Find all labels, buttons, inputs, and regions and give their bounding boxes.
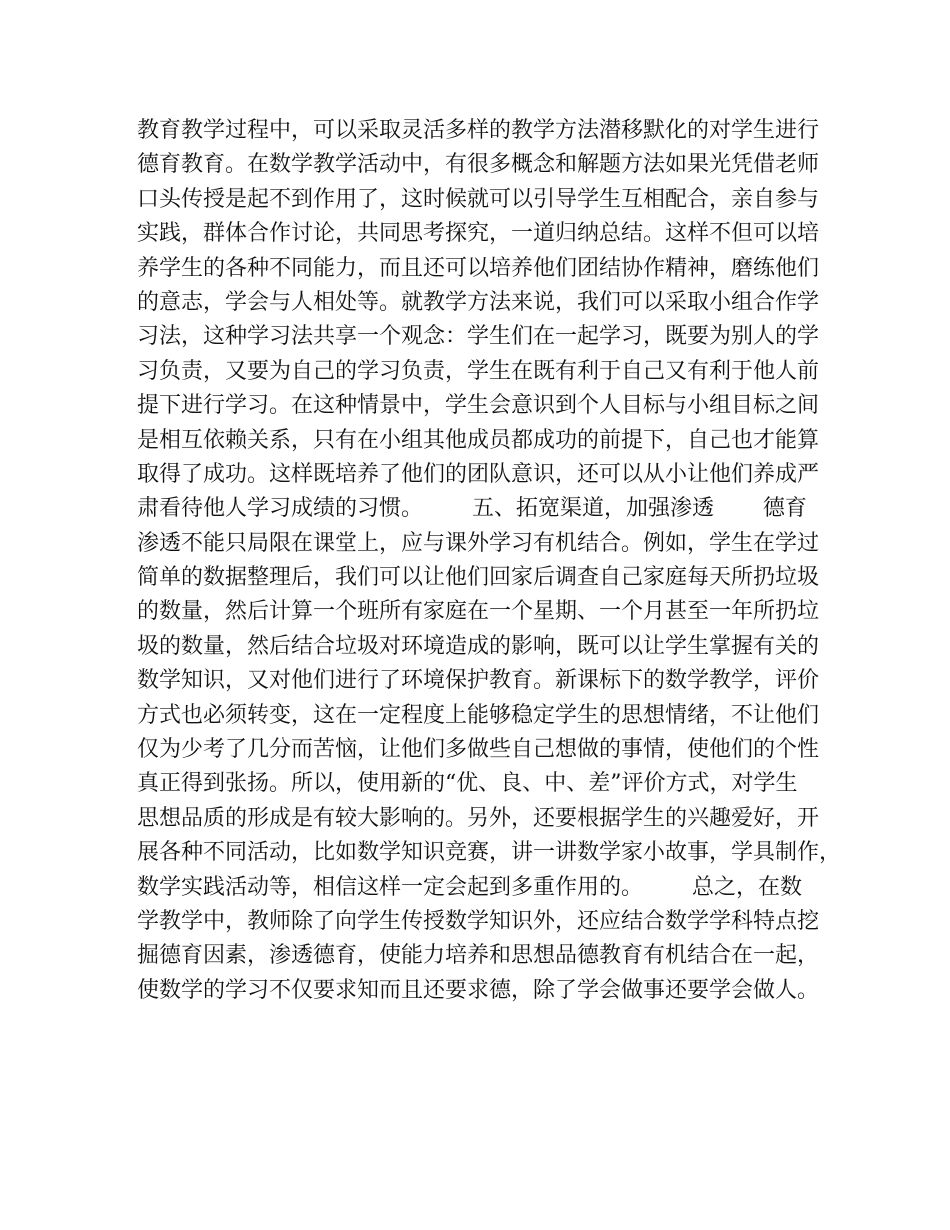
text-line: 展各种不同活动，比如数学知识竞赛，讲一讲数学家小故事，学具制作， [137,840,842,866]
text-line: 教育教学过程中，可以采取灵活多样的教学方法潜移默化的对学生进行 [137,118,820,143]
text-line: 思想品质的形成是有较大影响的。另外，还要根据学生的兴趣爱好，开 [137,805,820,831]
text-line: 的意志，学会与人相处等。就教学方法来说，我们可以采取小组合作学 [137,289,820,315]
text-line: 实践，群体合作讨论，共同思考探究，一道归纳总结。这样不但可以培 [137,221,820,247]
text-line: 使数学的学习不仅要求知而且还要求德，除了学会做事还要学会做人。 [137,977,820,1003]
body-text [137,114,842,1008]
text-line: 取得了成功。这样既培养了他们的团队意识，还可以从小让他们养成严 [137,461,820,487]
text-line: 的数量，然后计算一个班所有家庭在一个星期、一个月甚至一年所扔垃 [137,599,820,625]
text-line: 养学生的各种不同能力，而且还可以培养他们团结协作精神，磨练他们 [137,255,820,281]
text-line: 渗透不能只局限在课堂上，应与课外学习有机结合。例如，学生在学过 [137,530,820,556]
text-line: 习负责，又要为自己的学习负责，学生在既有利于自己又有利于他人前 [137,358,820,384]
text-line: 是相互依赖关系，只有在小组其他成员都成功的前提下，自己也才能算 [137,427,820,453]
text-line: 肃看待他人学习成绩的习惯。 五、拓宽渠道，加强渗透 德育 [137,496,807,522]
text-line: 口头传授是起不到作用了，这时候就可以引导学生互相配合，亲自参与 [137,186,820,212]
text-line: 学教学中，教师除了向学生传授数学知识外，还应结合数学学科特点挖 [137,908,820,934]
text-line: 习法，这种学习法共享一个观念：学生们在一起学习，既要为别人的学 [137,324,820,350]
text-line: 真正得到张扬。所以，使用新的“优、良、中、差”评价方式，对学生 [137,771,798,797]
text-line: 德育教育。在数学教学活动中，有很多概念和解题方法如果光凭借老师 [137,152,820,178]
text-line: 简单的数据整理后，我们可以让他们回家后调查自己家庭每天所扔垃圾 [137,565,820,591]
text-line: 数学知识，又对他们进行了环境保护教育。新课标下的数学教学，评价 [137,668,820,694]
text-line: 提下进行学习。在这种情景中，学生会意识到个人目标与小组目标之间 [137,393,820,419]
text-line: 掘德育因素，渗透德育，使能力培养和思想品德教育有机结合在一起， [137,943,820,969]
text-line: 数学实践活动等，相信这样一定会起到多重作用的。 总之，在数 [137,874,802,900]
text-line: 圾的数量，然后结合垃圾对环境造成的影响，既可以让学生掌握有关的 [137,633,820,659]
text-line: 方式也必须转变，这在一定程度上能够稳定学生的思想情绪，不让他们 [137,702,820,728]
text-line: 仅为少考了几分而苦恼，让他们多做些自己想做的事情，使他们的个性 [137,737,820,763]
